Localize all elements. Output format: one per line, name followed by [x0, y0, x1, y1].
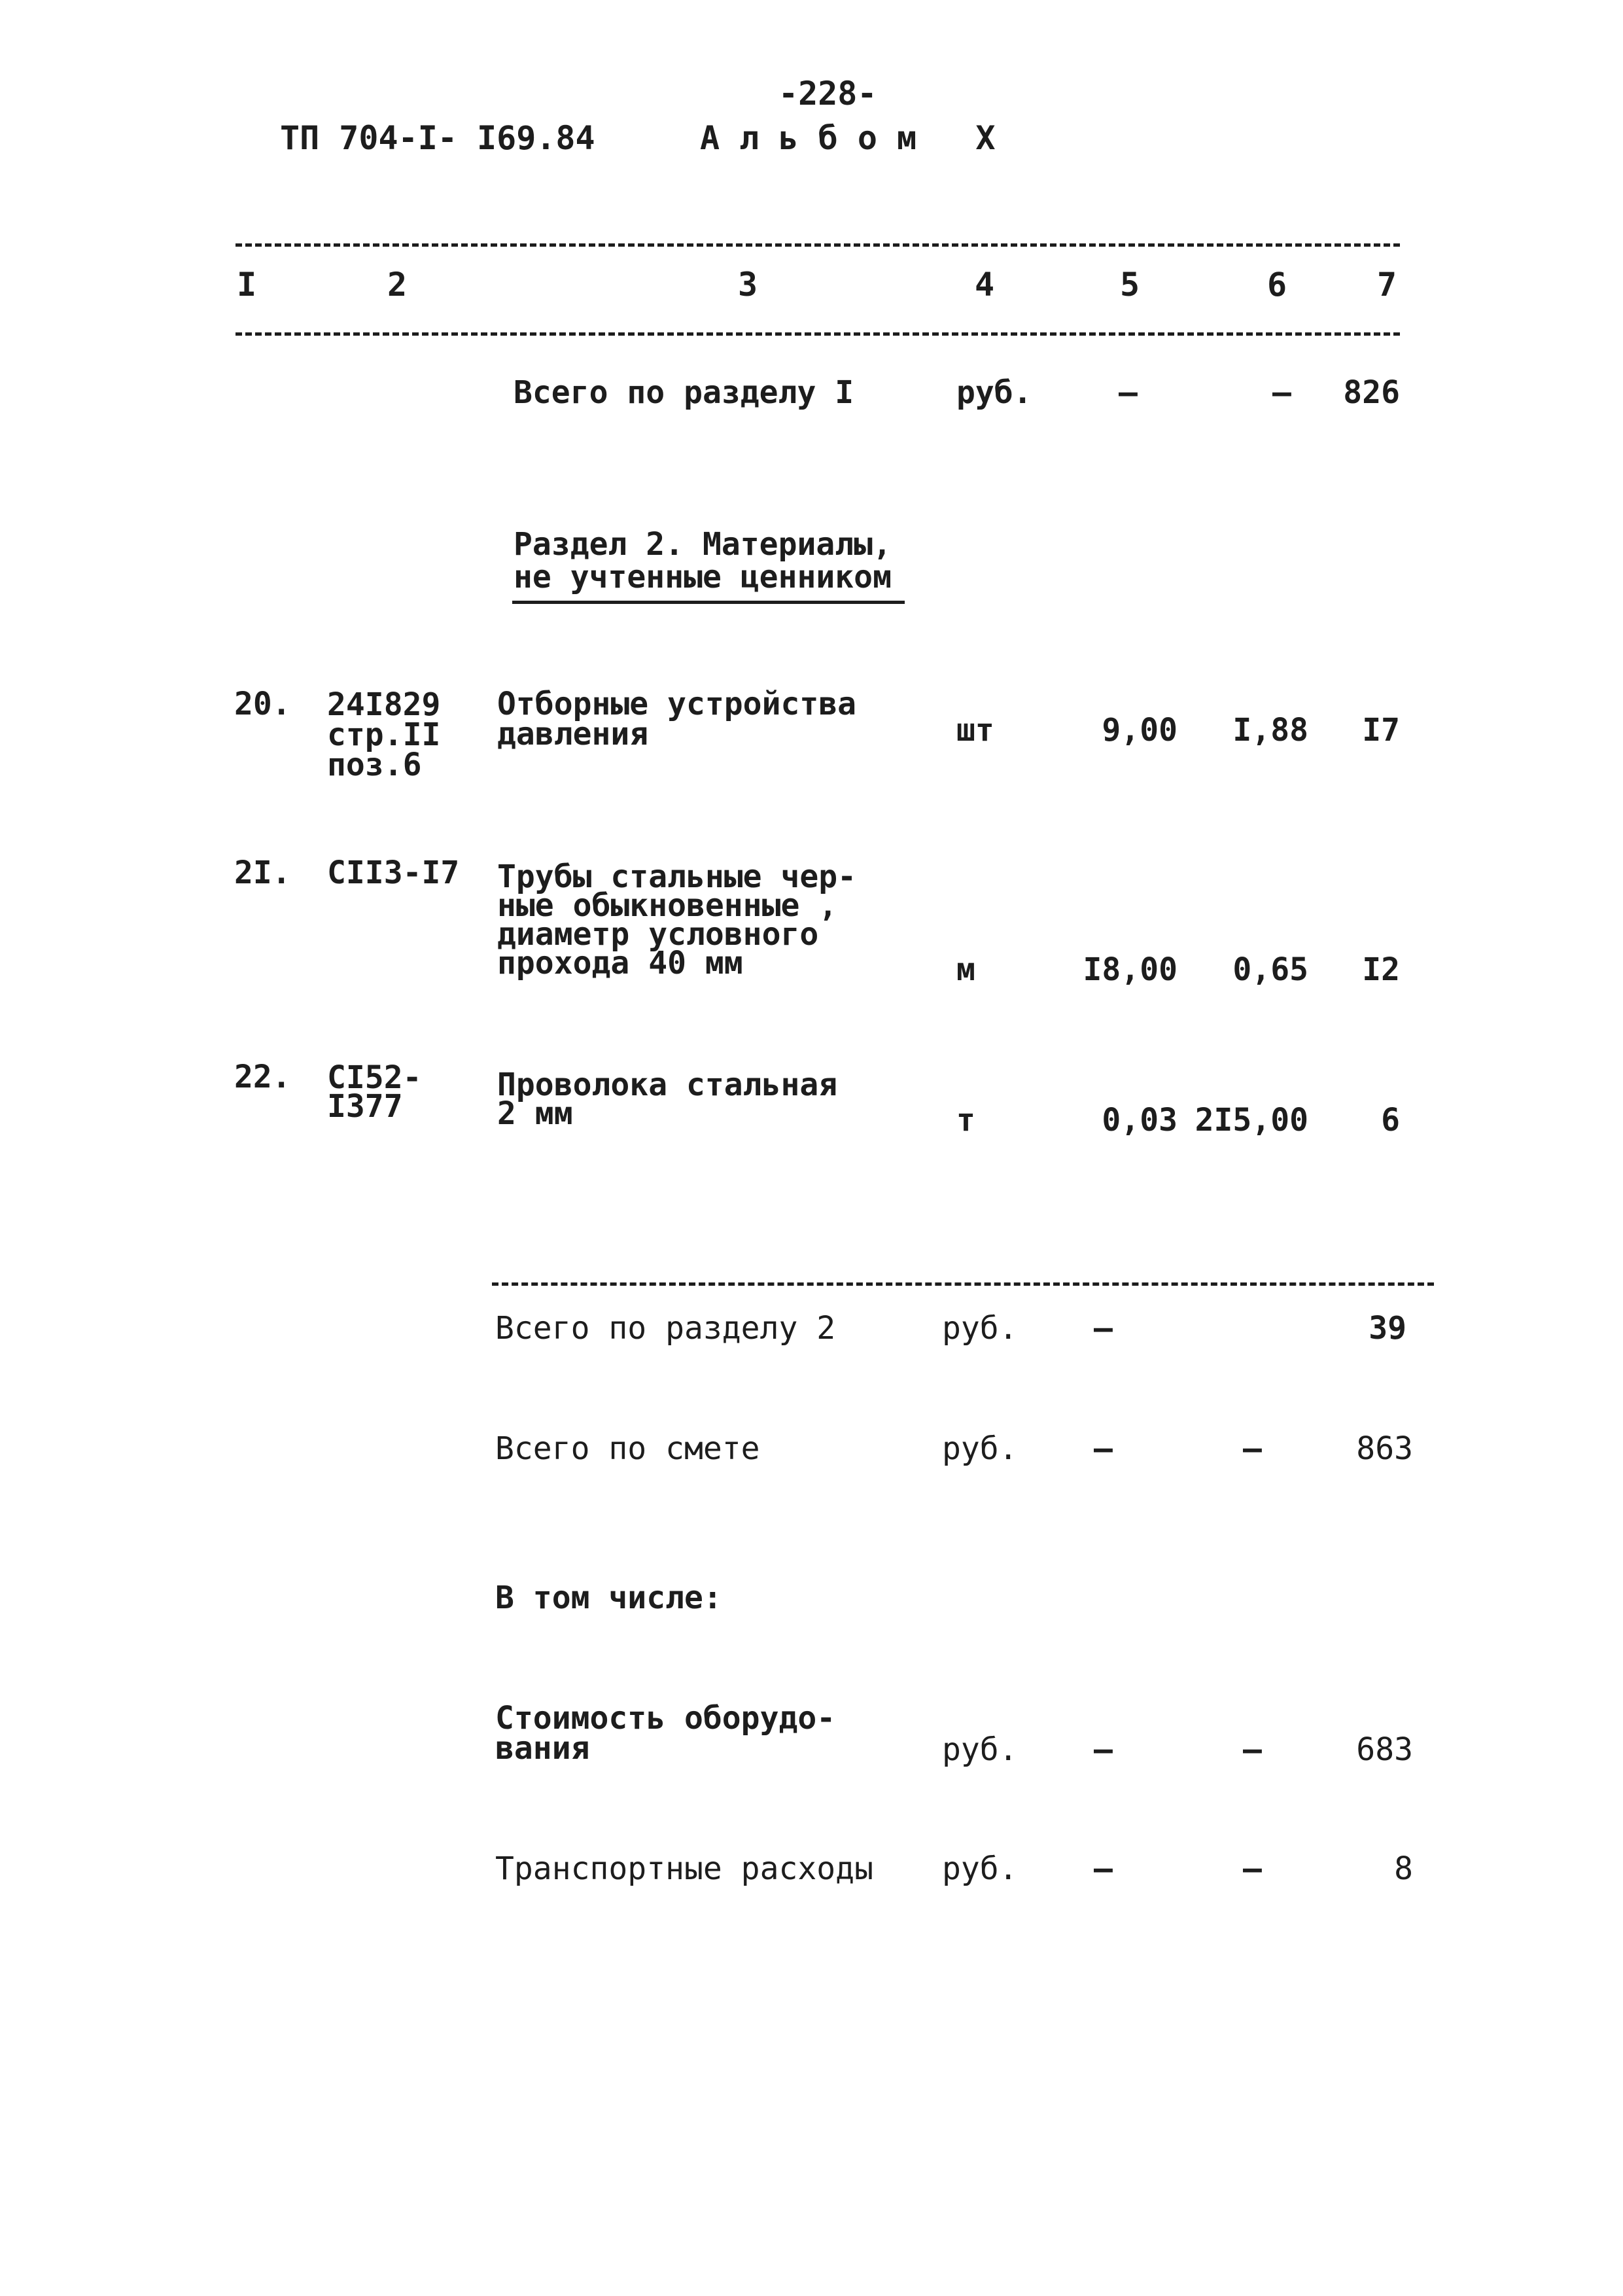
estimate-total-value: 863	[1356, 1430, 1413, 1467]
transport-cost-unit: руб.	[942, 1850, 1018, 1887]
transport-cost-value: 8	[1394, 1850, 1413, 1887]
row-21-name-line2: ные обыкновенные ,	[497, 887, 838, 924]
column-header-5: 5	[1120, 266, 1140, 304]
page-number: -228-	[778, 75, 877, 113]
row-20-code-line2: стр.II	[327, 716, 441, 753]
transport-cost-col5: –	[1094, 1850, 1113, 1887]
estimate-total-col6: –	[1243, 1430, 1262, 1467]
section2-heading-underline	[512, 601, 905, 604]
row-21-total: I2	[1362, 951, 1400, 988]
row-22-total: 6	[1381, 1102, 1400, 1139]
estimate-total-col5: –	[1094, 1430, 1113, 1467]
row-20-name-line1: Отборные устройства	[497, 686, 857, 722]
row-20-total: I7	[1362, 712, 1400, 749]
equipment-cost-unit: руб.	[942, 1731, 1018, 1768]
row-20-code-line3: поз.6	[327, 747, 422, 783]
section2-heading-line1: Раздел 2. Материалы,	[514, 526, 892, 563]
row-21-price: 0,65	[1232, 951, 1308, 988]
equipment-cost-col6: –	[1243, 1731, 1262, 1768]
section2-total-value: 39	[1369, 1310, 1406, 1347]
transport-cost-col6: –	[1243, 1850, 1262, 1887]
transport-cost-label: Транспортные расходы	[495, 1850, 873, 1887]
section1-total-col6: –	[1272, 374, 1291, 411]
row-22-unit: т	[956, 1102, 975, 1139]
header-top-rule	[236, 243, 1400, 247]
row-21-name-line3: диаметр условного	[497, 916, 819, 953]
row-22-price: 2I5,00	[1195, 1102, 1308, 1139]
row-22-quantity: 0,03	[1102, 1102, 1178, 1139]
section1-total-value: 826	[1343, 374, 1400, 411]
row-20-unit: шт	[956, 712, 994, 749]
equipment-cost-col5: –	[1094, 1731, 1113, 1768]
section1-total-col5: –	[1119, 374, 1138, 411]
row-21-name-line1: Трубы стальные чер-	[497, 858, 857, 895]
column-header-3: 3	[738, 266, 758, 304]
row-22-code-line1: СI52-	[327, 1059, 422, 1096]
column-header-6: 6	[1267, 266, 1287, 304]
row-22-name-line2: 2 мм	[497, 1095, 573, 1132]
row-22-code-line2: I377	[327, 1088, 403, 1125]
estimate-total-unit: руб.	[942, 1430, 1018, 1467]
row-21-code: СIIЗ-I7	[327, 855, 460, 891]
section2-total-label: Всего по разделу 2	[495, 1310, 836, 1347]
row-21-number: 2I.	[234, 855, 291, 891]
totals-rule	[492, 1282, 1434, 1286]
row-20-price: I,88	[1232, 712, 1308, 749]
row-20-number: 20.	[234, 686, 291, 722]
row-20-quantity: 9,00	[1102, 712, 1178, 749]
album-label: А л ь б о м X	[700, 119, 996, 157]
section2-total-unit: руб.	[942, 1310, 1018, 1347]
estimate-total-label: Всего по смете	[495, 1430, 760, 1467]
row-20-name-line2: давления	[497, 716, 649, 752]
including-heading: В том числе:	[495, 1580, 722, 1616]
document-code: ТП 704-I- I69.84	[280, 119, 595, 157]
section1-total-label: Всего по разделу I	[514, 374, 854, 411]
equipment-cost-value: 683	[1356, 1731, 1413, 1768]
column-header-1: I	[237, 266, 257, 304]
section2-total-col5: –	[1094, 1310, 1113, 1347]
column-header-7: 7	[1377, 266, 1397, 304]
row-20-code-line1: 24I829	[327, 686, 441, 723]
column-header-2: 2	[387, 266, 408, 304]
row-21-unit: м	[956, 951, 975, 988]
section2-heading-line2: не учтенные ценником	[514, 559, 892, 595]
equipment-cost-label-line1: Стоимость оборудо-	[495, 1700, 836, 1737]
header-bottom-rule	[236, 332, 1400, 336]
row-21-quantity: I8,00	[1083, 951, 1178, 988]
row-22-name-line1: Проволока стальная	[497, 1067, 838, 1103]
row-21-name-line4: прохода 40 мм	[497, 945, 743, 981]
column-header-4: 4	[975, 266, 995, 304]
section1-total-unit: руб.	[956, 374, 1032, 411]
equipment-cost-label-line2: вания	[495, 1730, 590, 1767]
row-22-number: 22.	[234, 1059, 291, 1095]
